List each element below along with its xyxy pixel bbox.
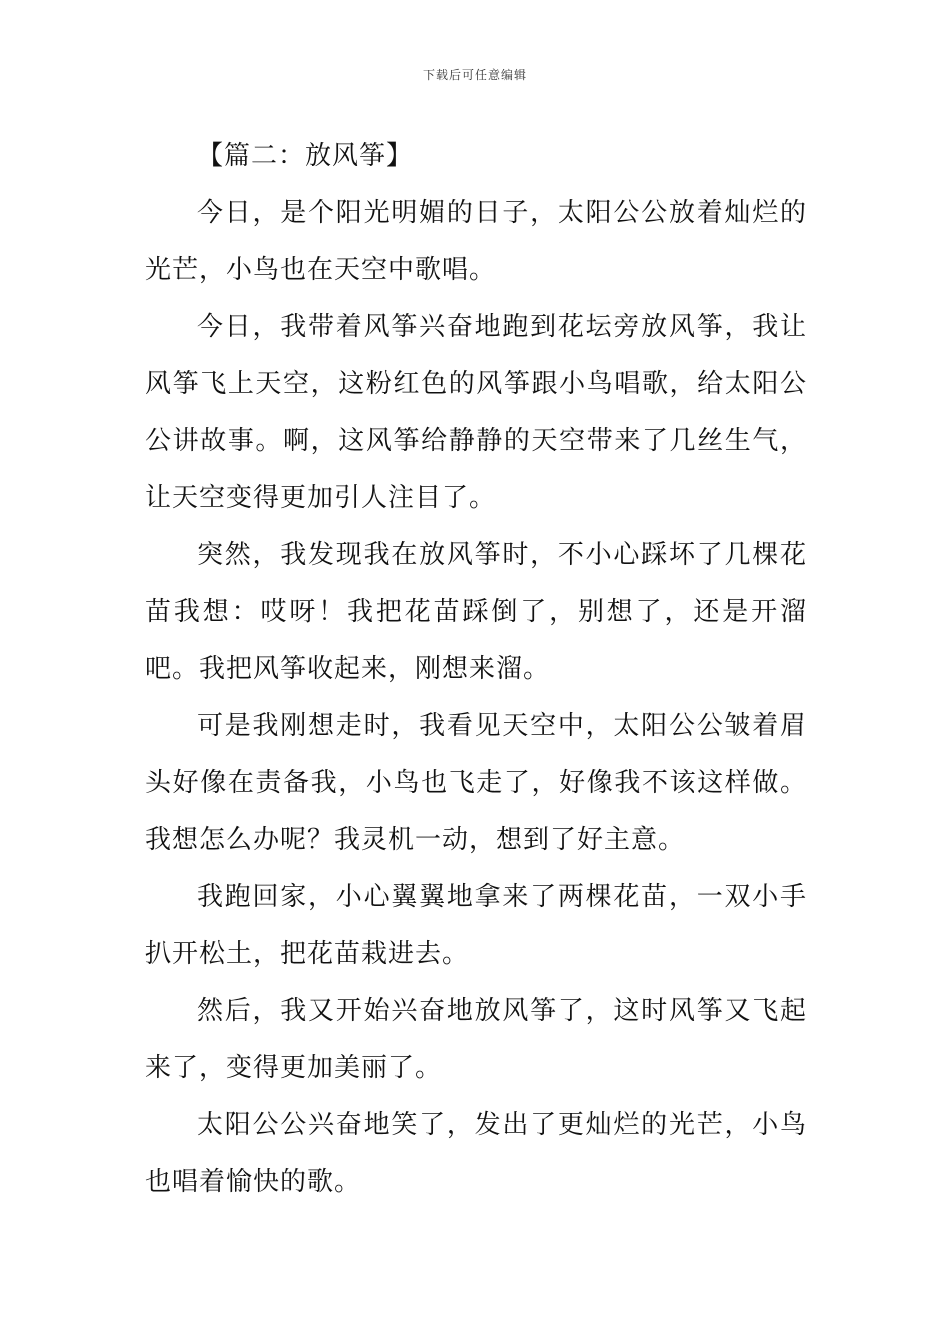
paragraph: 然后，我又开始兴奋地放风筝了，这时风筝又飞起来了，变得更加美丽了。 xyxy=(145,996,807,1083)
paragraph: 今日，是个阳光明媚的日子，太阳公公放着灿烂的光芒，小鸟也在天空中歌唱。 xyxy=(145,198,807,285)
document-body xyxy=(145,128,807,1211)
page-header-note: 下载后可任意编辑 xyxy=(422,68,527,82)
paragraph: 我跑回家，小心翼翼地拿来了两棵花苗，一双小手扒开松土，把花苗栽进去。 xyxy=(145,882,807,969)
document-title: 【篇二：放风筝】 xyxy=(197,141,414,171)
paragraph: 可是我刚想走时，我看见天空中，太阳公公皱着眉头好像在责备我，小鸟也飞走了，好像我不该这样做。我想怎么办呢？我灵机一动，想到了好主意。 xyxy=(145,711,807,855)
paragraph: 突然，我发现我在放风筝时，不小心踩坏了几棵花苗我想：哎呀！我把花苗踩倒了，别想了，还是开溜吧。我把风筝收起来，刚想来溜。 xyxy=(145,540,807,684)
paragraph: 太阳公公兴奋地笑了，发出了更灿烂的光芒，小鸟也唱着愉快的歌。 xyxy=(145,1110,807,1197)
paragraph: 今日，我带着风筝兴奋地跑到花坛旁放风筝，我让风筝飞上天空，这粉红色的风筝跟小鸟唱歌，给太阳公公讲故事。啊，这风筝给静静的天空带来了几丝生气，让天空变得更加引人注目了。 xyxy=(145,312,807,513)
